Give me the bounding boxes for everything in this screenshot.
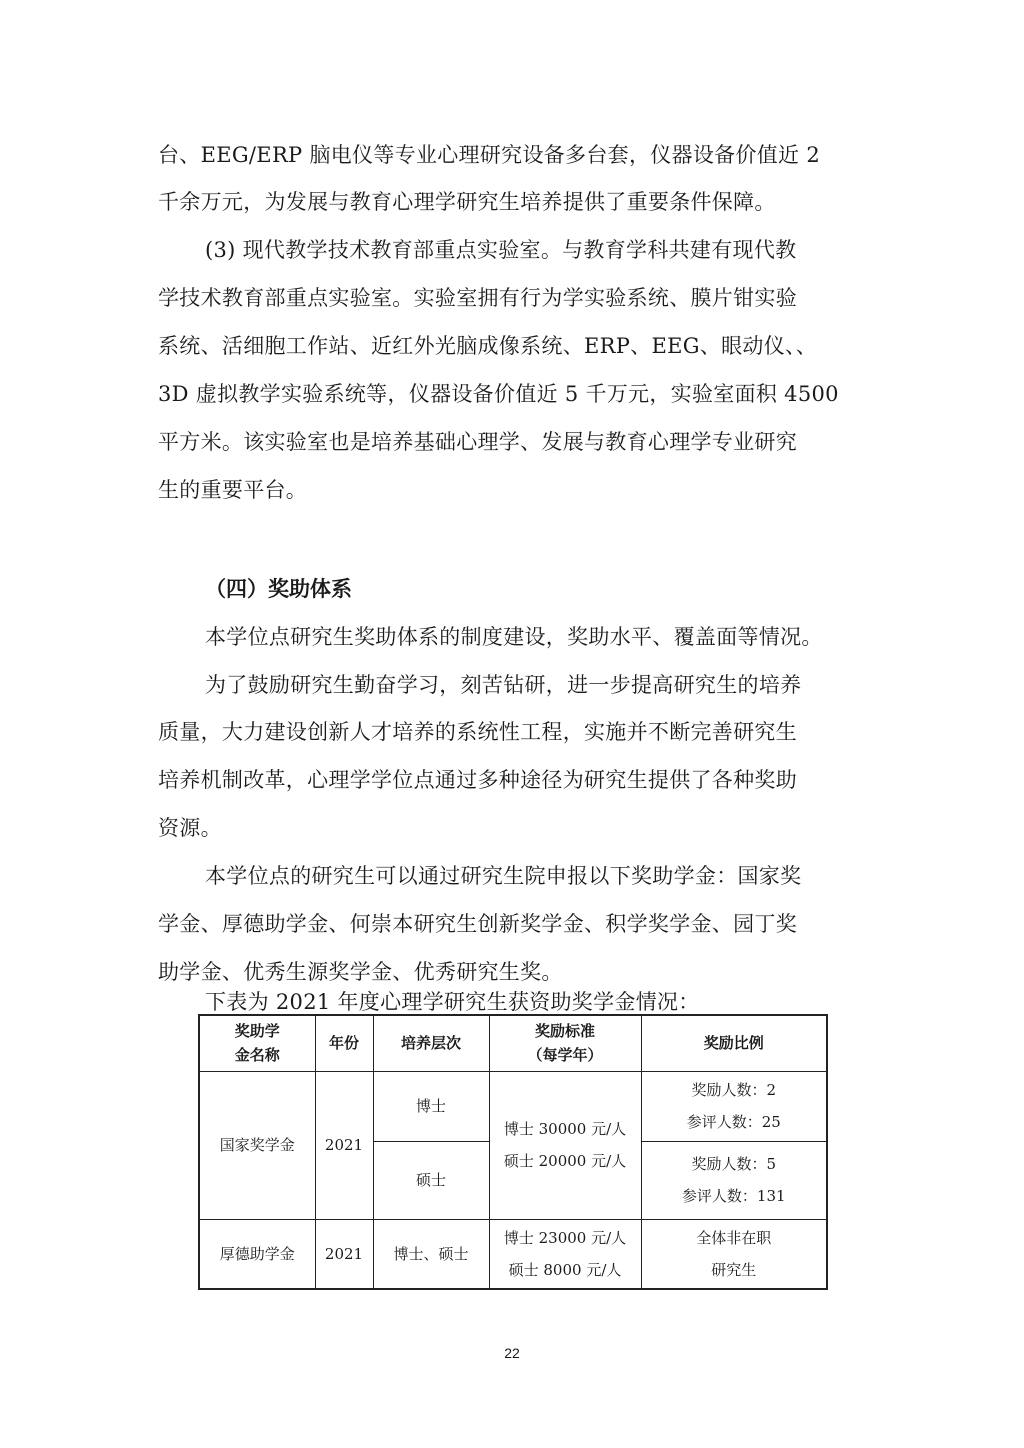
- cell-ratio: 奖励人数：5 参评人数：131: [641, 1141, 827, 1219]
- cell-standard: 博士 23000 元/人 硕士 8000 元/人: [489, 1219, 641, 1289]
- text-line: 质量，大力建设创新人才培养的系统性工程，实施并不断完善研究生: [158, 720, 797, 744]
- cell-year: 2021: [315, 1071, 373, 1219]
- cell-level: 博士: [373, 1071, 489, 1141]
- cell-standard: 博士 30000 元/人 硕士 20000 元/人: [489, 1071, 641, 1219]
- text-line: (3) 现代教学技术教育部重点实验室。与教育学科共建有现代教: [205, 238, 797, 262]
- table-caption: 下表为 2021 年度心理学研究生获资助奖学金情况：: [205, 990, 700, 1014]
- cell-year: 2021: [315, 1219, 373, 1289]
- header-year: 年份: [315, 1015, 373, 1071]
- page-number: 22: [504, 1345, 520, 1361]
- text-line: 本学位点的研究生可以通过研究生院申报以下奖助学金：国家奖: [205, 864, 802, 888]
- text-line: 3D 虚拟教学实验系统等，仪器设备价值近 5 千万元，实验室面积 4500: [158, 382, 839, 406]
- header-name: 奖助学 金名称: [199, 1015, 315, 1071]
- text-line: 本学位点研究生奖助体系的制度建设，奖助水平、覆盖面等情况。: [205, 625, 823, 649]
- cell-level: 硕士: [373, 1141, 489, 1219]
- text-line: 系统、活细胞工作站、近红外光脑成像系统、ERP、EEG、眼动仪、、: [158, 334, 818, 358]
- cell-ratio: 全体非在职 研究生: [641, 1219, 827, 1289]
- cell-ratio: 奖励人数：2 参评人数：25: [641, 1071, 827, 1141]
- text-line: 助学金、优秀生源奖学金、优秀研究生奖。: [158, 960, 563, 984]
- cell-name: 国家奖学金: [199, 1071, 315, 1219]
- header-ratio: 奖励比例: [641, 1015, 827, 1071]
- table-row: [199, 1071, 827, 1141]
- header-standard: 奖励标准 （每学年）: [489, 1015, 641, 1071]
- text-line: 学金、厚德助学金、何崇本研究生创新奖学金、积学奖学金、园丁奖: [158, 912, 797, 936]
- text-line: 培养机制改革，心理学学位点通过多种途径为研究生提供了各种奖助: [158, 768, 797, 792]
- text-line: 生的重要平台。: [158, 478, 308, 502]
- text-line: 资源。: [158, 816, 222, 840]
- text-line: 平方米。该实验室也是培养基础心理学、发展与教育心理学专业研究: [158, 430, 797, 454]
- header-level: 培养层次: [373, 1015, 489, 1071]
- text-line: 台、EEG/ERP 脑电仪等专业心理研究设备多台套，仪器设备价值近 2: [158, 143, 820, 167]
- section-heading: （四）奖助体系: [205, 577, 352, 601]
- text-line: 为了鼓励研究生勤奋学习，刻苦钻研，进一步提高研究生的培养: [205, 673, 802, 697]
- cell-level: 博士、硕士: [373, 1219, 489, 1289]
- text-line: 千余万元，为发展与教育心理学研究生培养提供了重要条件保障。: [158, 190, 776, 214]
- cell-name: 厚德助学金: [199, 1219, 315, 1289]
- text-line: 学技术教育部重点实验室。实验室拥有行为学实验系统、膜片钳实验: [158, 286, 797, 310]
- table-row: [199, 1219, 827, 1289]
- table-header-row: [199, 1015, 827, 1071]
- scholarship-table: [198, 1014, 828, 1290]
